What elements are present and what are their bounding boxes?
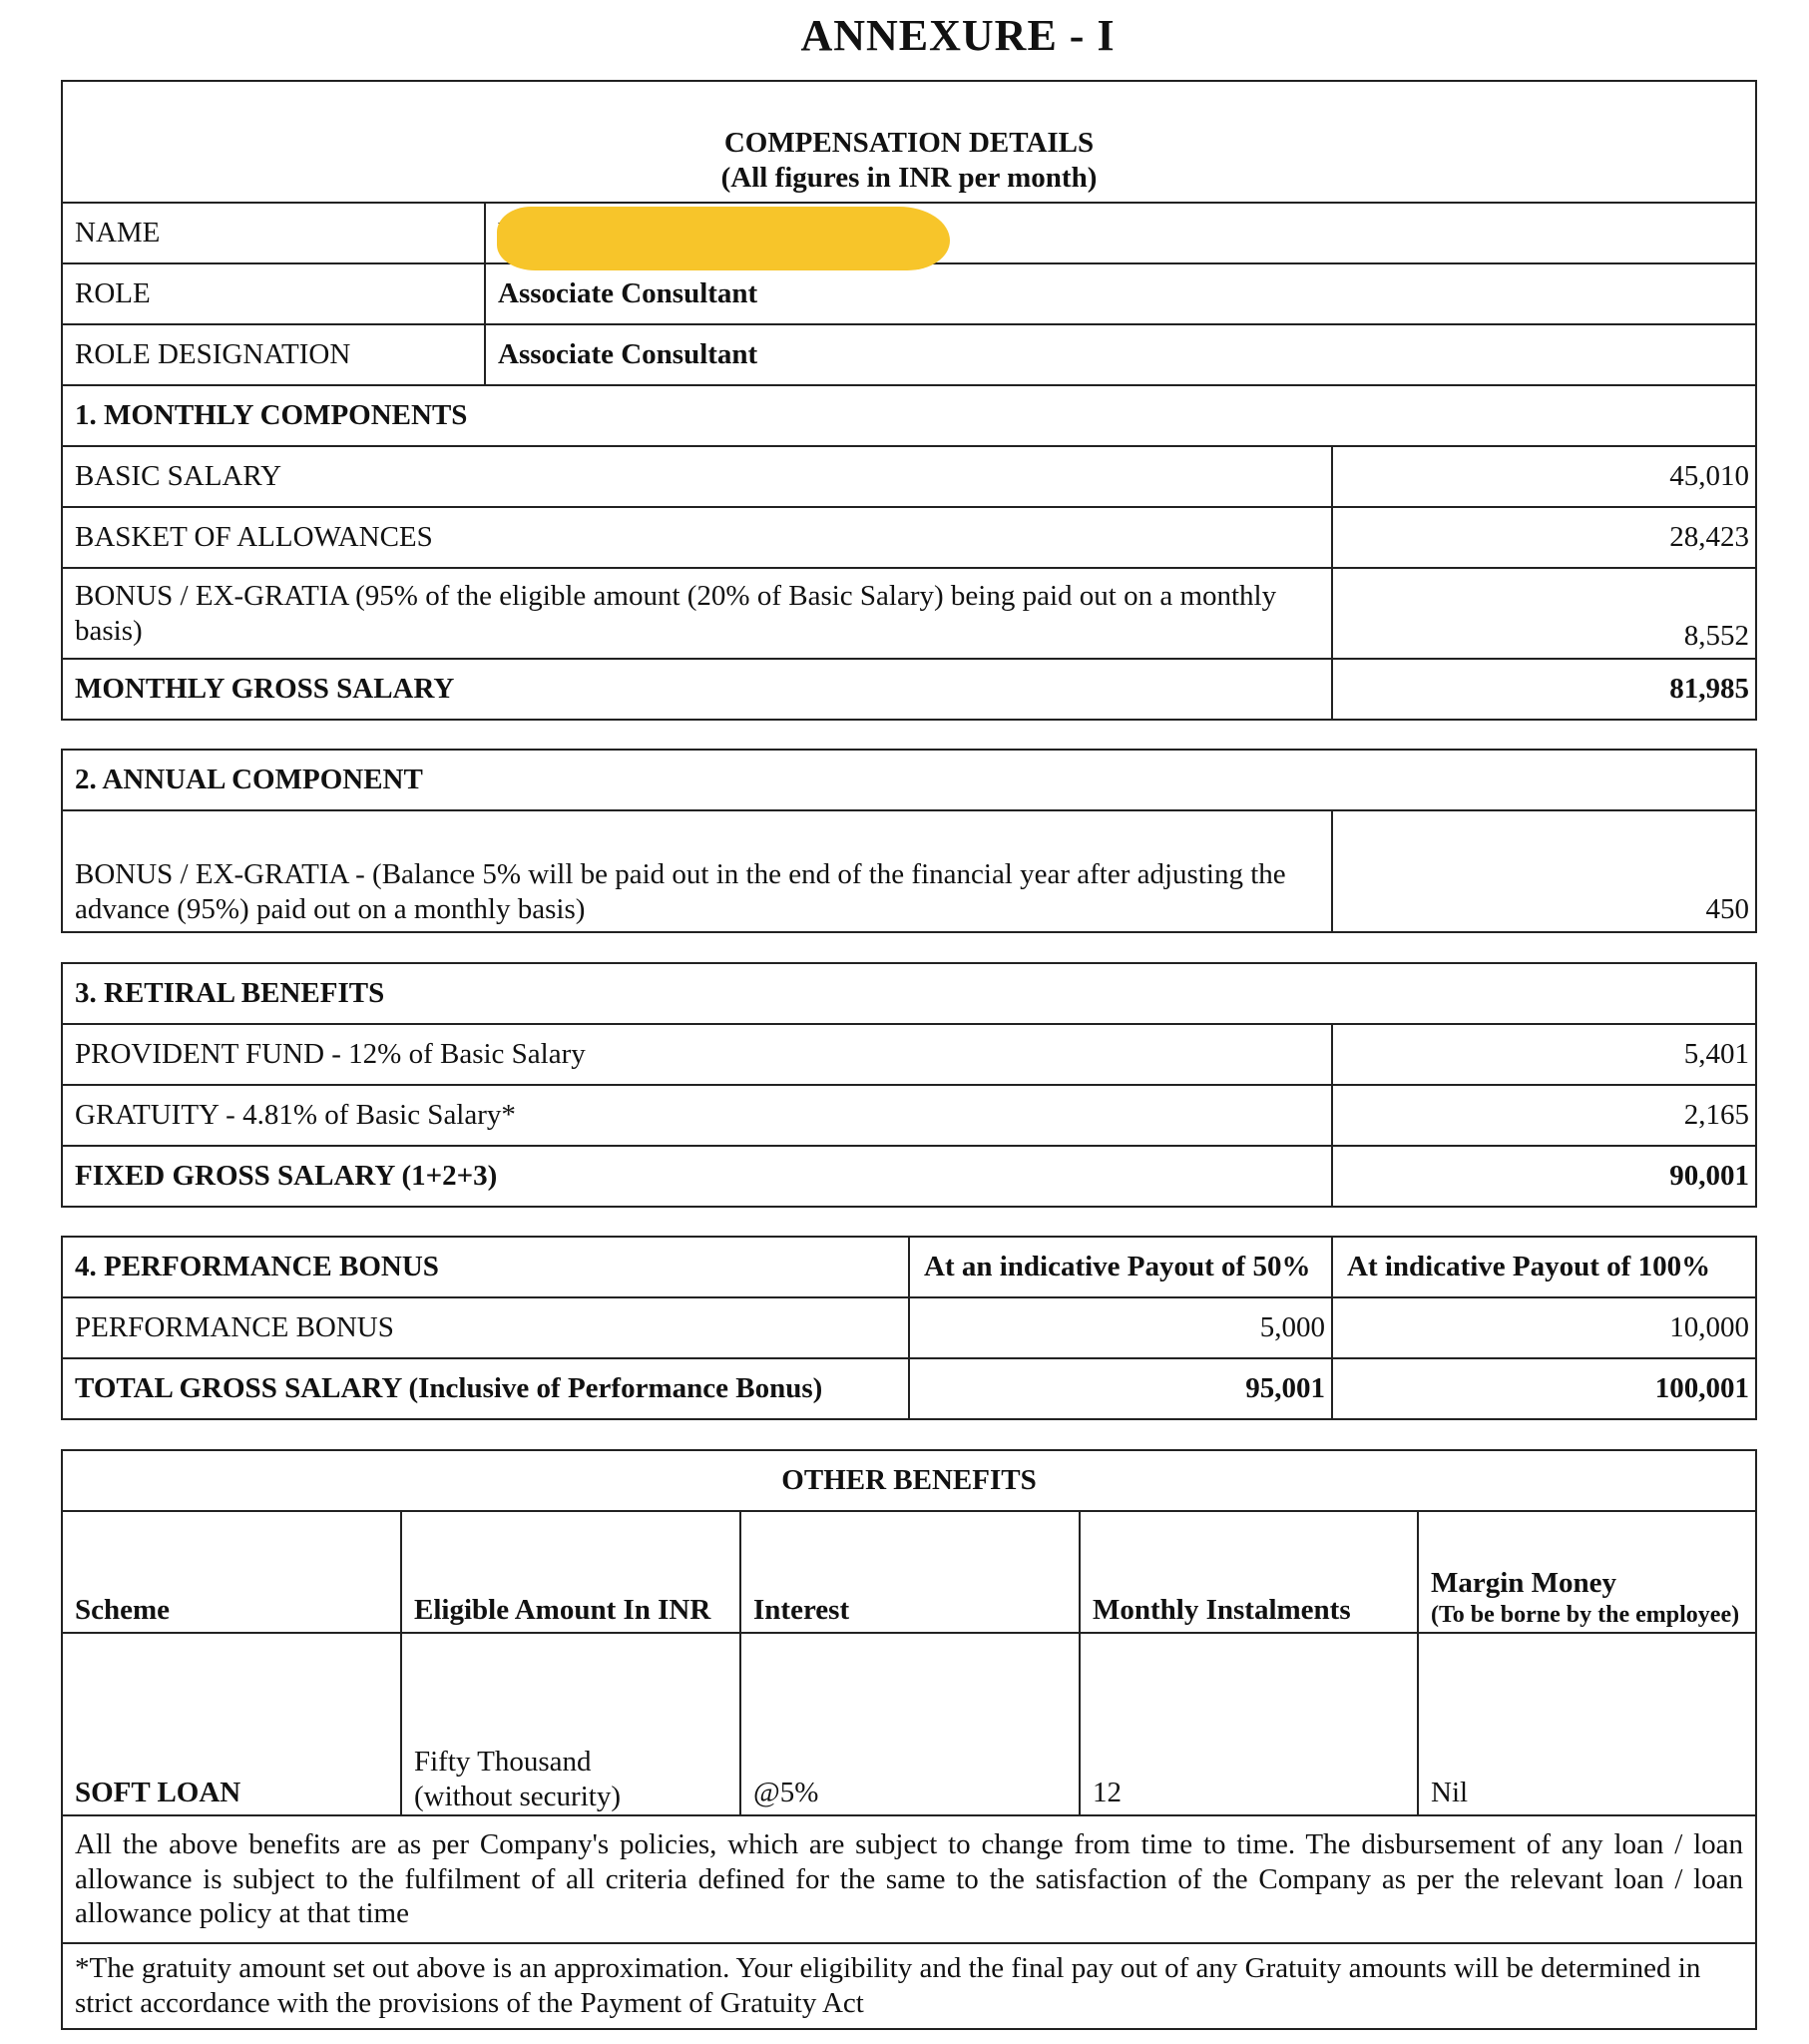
table-row	[62, 446, 1756, 507]
compensation-header	[62, 81, 1756, 203]
margin-money-note: (To be borne by the employee)	[1431, 1602, 1740, 1629]
role-designation-label: ROLE DESIGNATION	[62, 324, 485, 385]
gratuity-value: 2,165	[1332, 1085, 1756, 1146]
col-interest: Interest	[740, 1511, 1080, 1633]
monthly-total-row	[62, 659, 1756, 720]
provident-fund-value: 5,401	[1332, 1024, 1756, 1085]
payout-50-header: At an indicative Payout of 50%	[909, 1237, 1332, 1297]
table-row	[62, 568, 1756, 659]
total-gross-100: 100,001	[1332, 1358, 1756, 1419]
scheme-value: SOFT LOAN	[62, 1633, 401, 1815]
bonus-monthly-label: BONUS / EX-GRATIA (95% of the eligible amount (20% of Basic Salary) being paid out on a monthly basis)	[62, 568, 1332, 659]
redaction-mark	[497, 207, 950, 270]
annual-table	[61, 749, 1757, 933]
performance-bonus-50: 5,000	[909, 1297, 1332, 1358]
provident-fund-label: PROVIDENT FUND - 12% of Basic Salary	[62, 1024, 1332, 1085]
monthly-heading: 1. MONTHLY COMPONENTS	[62, 385, 1756, 446]
table-row	[62, 1024, 1756, 1085]
table-row	[62, 1085, 1756, 1146]
role-value: Associate Consultant	[485, 263, 1756, 324]
allowances-value: 28,423	[1332, 507, 1756, 568]
eligible-amount-line2: (without security)	[414, 1781, 621, 1813]
other-benefits-header-row	[62, 1511, 1756, 1633]
col-margin-money	[1418, 1511, 1756, 1633]
margin-value: Nil	[1418, 1633, 1756, 1815]
col-scheme: Scheme	[62, 1511, 401, 1633]
total-gross-label: TOTAL GROSS SALARY (Inclusive of Performance Bonus)	[62, 1358, 909, 1419]
monthly-gross-value: 81,985	[1332, 659, 1756, 720]
compensation-heading: COMPENSATION DETAILS	[723, 127, 1095, 160]
payout-100-header: At indicative Payout of 100%	[1332, 1237, 1756, 1297]
compensation-subheading: (All figures in INR per month)	[720, 162, 1098, 195]
retiral-heading: 3. RETIRAL BENEFITS	[62, 963, 1756, 1024]
other-benefits-table	[61, 1449, 1757, 2030]
role-row	[62, 263, 1756, 324]
annual-bonus-value: 450	[1332, 810, 1756, 932]
margin-money-title: Margin Money	[1431, 1567, 1617, 1600]
monthly-gross-label: MONTHLY GROSS SALARY	[62, 659, 1332, 720]
fixed-gross-value: 90,001	[1332, 1146, 1756, 1207]
annual-heading: 2. ANNUAL COMPONENT	[62, 750, 1756, 810]
allowances-label: BASKET OF ALLOWANCES	[62, 507, 1332, 568]
performance-table	[61, 1236, 1757, 1420]
other-benefits-heading: OTHER BENEFITS	[62, 1450, 1756, 1511]
table-row	[62, 810, 1756, 932]
total-gross-row	[62, 1358, 1756, 1419]
performance-bonus-label: PERFORMANCE BONUS	[62, 1297, 909, 1358]
gratuity-label: GRATUITY - 4.81% of Basic Salary*	[62, 1085, 1332, 1146]
col-eligible-amount: Eligible Amount In INR	[401, 1511, 740, 1633]
eligible-amount-value	[401, 1633, 740, 1815]
basic-salary-value: 45,010	[1332, 446, 1756, 507]
eligible-amount-line1: Fifty Thousand	[414, 1746, 592, 1779]
compensation-table	[61, 80, 1757, 721]
retiral-table	[61, 962, 1757, 1208]
table-row	[62, 1297, 1756, 1358]
table-row	[62, 507, 1756, 568]
name-label: NAME	[62, 203, 485, 263]
gratuity-note: *The gratuity amount set out above is an approximation. Your eligibility and the final pay out of any Gratuity amounts will be determined in strict accordance with the provisions of the Payment of Gratuity Act	[62, 1943, 1756, 2029]
interest-value: @5%	[740, 1633, 1080, 1815]
basic-salary-label: BASIC SALARY	[62, 446, 1332, 507]
fixed-total-row	[62, 1146, 1756, 1207]
page-title: ANNEXURE - I	[800, 11, 1116, 60]
policy-note: All the above benefits are as per Company's policies, which are subject to change from time to time. The disbursement of any loan / loan allowance is subject to the fulfilment of all criteria defined for the same to the satisfaction of the Company as per the relevant loan / loan allowance policy at that time	[62, 1815, 1756, 1943]
total-gross-50: 95,001	[909, 1358, 1332, 1419]
role-designation-value: Associate Consultant	[485, 324, 1756, 385]
table-row	[62, 1633, 1756, 1815]
role-designation-row	[62, 324, 1756, 385]
performance-bonus-100: 10,000	[1332, 1297, 1756, 1358]
performance-heading: 4. PERFORMANCE BONUS	[62, 1237, 909, 1297]
bonus-monthly-value: 8,552	[1332, 568, 1756, 659]
role-label: ROLE	[62, 263, 485, 324]
col-monthly-instalments: Monthly Instalments	[1080, 1511, 1418, 1633]
instalments-value: 12	[1080, 1633, 1418, 1815]
fixed-gross-label: FIXED GROSS SALARY (1+2+3)	[62, 1146, 1332, 1207]
annual-bonus-label: BONUS / EX-GRATIA - (Balance 5% will be paid out in the end of the financial year after adjusting the advance (95%) paid out on a monthly basis)	[62, 810, 1332, 932]
